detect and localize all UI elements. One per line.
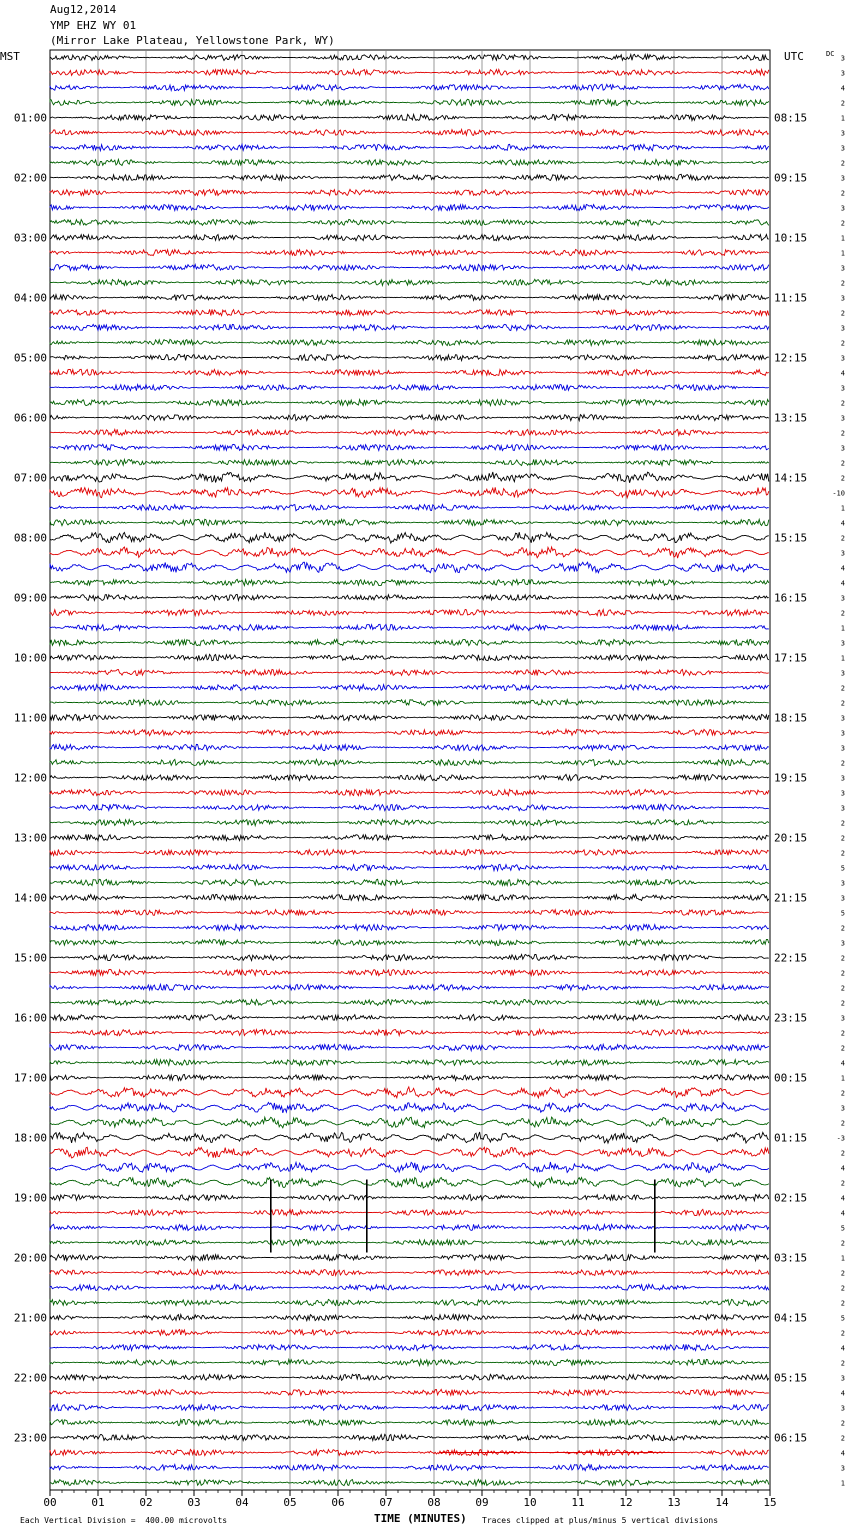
seismic-trace bbox=[50, 1314, 769, 1320]
right-hour-label: 00:15 bbox=[774, 1071, 808, 1085]
seismic-trace bbox=[50, 1480, 769, 1486]
dc-offset-label: 3 bbox=[840, 714, 845, 723]
seismic-trace bbox=[50, 729, 769, 735]
seismic-trace bbox=[50, 472, 769, 483]
seismic-trace bbox=[50, 700, 769, 706]
clip-note: Traces clipped at plus/minus 5 vertical divisions bbox=[482, 1516, 719, 1525]
dc-offset-label: 3 bbox=[840, 69, 845, 78]
seismic-trace bbox=[50, 894, 769, 900]
seismic-trace bbox=[50, 355, 769, 361]
dc-offset-label: 2 bbox=[840, 954, 845, 963]
right-hour-label: 21:15 bbox=[774, 891, 808, 905]
x-tick-label: 03 bbox=[187, 1496, 201, 1509]
dc-offset-label: 5 bbox=[840, 1314, 845, 1323]
seismic-trace bbox=[50, 774, 769, 780]
dc-offset-label: 2 bbox=[840, 399, 845, 408]
x-tick-label: 02 bbox=[139, 1496, 153, 1509]
dc-offset-label: 2 bbox=[840, 339, 845, 348]
left-hour-label: 14:00 bbox=[13, 891, 47, 905]
right-hour-label: 23:15 bbox=[774, 1011, 808, 1025]
dc-offset-label: 2 bbox=[840, 1089, 845, 1098]
dc-offset-label: 2 bbox=[840, 1044, 845, 1053]
seismic-trace bbox=[50, 324, 769, 330]
seismic-trace bbox=[50, 294, 769, 300]
seismic-trace bbox=[50, 264, 769, 270]
left-hour-label: 17:00 bbox=[13, 1071, 47, 1085]
seismic-trace bbox=[50, 924, 769, 930]
seismic-trace bbox=[50, 609, 769, 615]
seismic-trace bbox=[50, 820, 769, 826]
seismic-trace bbox=[50, 1147, 769, 1158]
left-hour-label: 06:00 bbox=[13, 411, 47, 425]
dc-offset-label: 2 bbox=[840, 1329, 845, 1338]
x-tick-label: 04 bbox=[235, 1496, 249, 1509]
dc-offset-label: 2 bbox=[840, 1434, 845, 1443]
right-timezone-label: UTC bbox=[784, 50, 804, 63]
dc-offset-label: 4 bbox=[840, 564, 845, 573]
dc-offset-label: 4 bbox=[840, 1209, 845, 1218]
left-hour-label: 01:00 bbox=[13, 111, 47, 125]
seismic-trace bbox=[50, 309, 769, 315]
dc-offset-label: 3 bbox=[840, 789, 845, 798]
left-hour-label: 03:00 bbox=[13, 231, 47, 245]
left-hour-label: 07:00 bbox=[13, 471, 47, 485]
seismic-trace bbox=[50, 189, 769, 195]
dc-offset-label: 5 bbox=[840, 1224, 845, 1233]
right-hour-label: 08:15 bbox=[774, 111, 808, 125]
left-hour-label: 09:00 bbox=[13, 591, 47, 605]
seismic-trace bbox=[50, 1359, 769, 1365]
dc-offset-label: 4 bbox=[840, 1344, 845, 1353]
dc-offset-label: 2 bbox=[840, 1419, 845, 1428]
right-hour-label: 15:15 bbox=[774, 531, 808, 545]
dc-offset-label: 1 bbox=[840, 654, 845, 663]
dc-offset-label: 3 bbox=[840, 804, 845, 813]
x-tick-label: 06 bbox=[331, 1496, 345, 1509]
dc-offset-label: 2 bbox=[840, 819, 845, 828]
dc-offset-label: 3 bbox=[840, 384, 845, 393]
right-hour-label: 05:15 bbox=[774, 1371, 808, 1385]
dc-offset-label: 2 bbox=[840, 999, 845, 1008]
seismic-trace bbox=[50, 954, 769, 960]
dc-offset-label: 2 bbox=[840, 1269, 845, 1278]
right-hour-label: 06:15 bbox=[774, 1431, 808, 1445]
seismic-trace bbox=[50, 547, 769, 558]
seismic-trace bbox=[50, 219, 769, 225]
dc-offset-label: 3 bbox=[840, 894, 845, 903]
dc-offset-label: 4 bbox=[840, 1059, 845, 1068]
seismic-trace bbox=[50, 1224, 769, 1230]
seismic-trace bbox=[50, 532, 769, 543]
dc-offset-label: 3 bbox=[840, 549, 845, 558]
dc-offset-label: 3 bbox=[840, 879, 845, 888]
dc-offset-label: 3 bbox=[840, 594, 845, 603]
dc-offset-label: 2 bbox=[840, 459, 845, 468]
x-tick-label: 09 bbox=[475, 1496, 489, 1509]
seismic-trace bbox=[50, 1464, 769, 1470]
seismic-trace bbox=[50, 744, 769, 750]
dc-offset-label: -3 bbox=[836, 1134, 845, 1143]
dc-offset-label: 2 bbox=[840, 1299, 845, 1308]
right-hour-label: 22:15 bbox=[774, 951, 808, 965]
dc-offset-label: 3 bbox=[840, 204, 845, 213]
seismic-trace bbox=[50, 1044, 769, 1050]
seismic-trace bbox=[50, 279, 769, 285]
dc-offset-label: 4 bbox=[840, 519, 845, 528]
seismic-trace bbox=[50, 1270, 769, 1276]
seismic-trace bbox=[50, 84, 769, 90]
x-tick-label: 08 bbox=[427, 1496, 441, 1509]
seismic-trace bbox=[50, 144, 769, 150]
dc-offset-label: 2 bbox=[840, 849, 845, 858]
seismic-trace bbox=[50, 1087, 769, 1098]
seismic-trace bbox=[50, 594, 769, 600]
right-hour-label: 11:15 bbox=[774, 291, 808, 305]
dc-offset-label: 3 bbox=[840, 324, 845, 333]
x-tick-label: 00 bbox=[43, 1496, 57, 1509]
dc-offset-label: 2 bbox=[840, 969, 845, 978]
seismic-trace bbox=[50, 639, 769, 645]
seismic-trace bbox=[50, 339, 769, 345]
dc-offset-label: 3 bbox=[840, 174, 845, 183]
dc-offset-label: 3 bbox=[840, 774, 845, 783]
dc-offset-label: 3 bbox=[840, 444, 845, 453]
dc-offset-label: 3 bbox=[840, 669, 845, 678]
dc-offset-label: 2 bbox=[840, 1119, 845, 1128]
dc-offset-label: 1 bbox=[840, 234, 845, 243]
seismic-trace bbox=[50, 579, 769, 585]
dc-offset-label: 5 bbox=[840, 864, 845, 873]
seismic-trace bbox=[50, 385, 769, 391]
left-hour-label: 12:00 bbox=[13, 771, 47, 785]
dc-offset-label: 2 bbox=[840, 99, 845, 108]
dc-offset-label: 2 bbox=[840, 1359, 845, 1368]
dc-offset-label: 3 bbox=[840, 294, 845, 303]
left-hour-label: 18:00 bbox=[13, 1131, 47, 1145]
seismic-trace bbox=[50, 1162, 769, 1173]
dc-offset-label: 2 bbox=[840, 1284, 845, 1293]
dc-offset-label: 2 bbox=[840, 684, 845, 693]
dc-offset-label: 1 bbox=[840, 249, 845, 258]
seismic-trace bbox=[50, 804, 769, 810]
seismic-trace bbox=[50, 850, 769, 856]
seismic-trace bbox=[50, 1102, 769, 1113]
dc-offset-label: 4 bbox=[840, 579, 845, 588]
dc-offset-label: 1 bbox=[840, 1074, 845, 1083]
seismic-trace bbox=[50, 1389, 769, 1395]
seismic-trace bbox=[50, 562, 769, 573]
seismic-trace bbox=[50, 249, 769, 255]
seismic-trace bbox=[50, 174, 769, 180]
dc-offset-label: 2 bbox=[840, 759, 845, 768]
seismic-trace bbox=[50, 1299, 769, 1305]
dc-offset-label: 2 bbox=[840, 429, 845, 438]
seismic-trace bbox=[50, 910, 769, 916]
seismic-trace bbox=[50, 669, 769, 675]
seismic-trace bbox=[50, 789, 769, 795]
dc-offset-label: 2 bbox=[840, 279, 845, 288]
seismic-trace bbox=[50, 505, 769, 511]
left-hour-label: 19:00 bbox=[13, 1191, 47, 1205]
seismic-trace bbox=[50, 235, 769, 241]
left-hour-label: 16:00 bbox=[13, 1011, 47, 1025]
left-hour-label: 20:00 bbox=[13, 1251, 47, 1265]
dc-offset-label: 4 bbox=[840, 1389, 845, 1398]
right-hour-label: 17:15 bbox=[774, 651, 808, 665]
dc-offset-label: 1 bbox=[840, 504, 845, 513]
seismic-trace bbox=[50, 129, 769, 135]
dc-offset-label: 1 bbox=[840, 1479, 845, 1488]
seismic-trace bbox=[50, 759, 769, 765]
seismic-trace bbox=[50, 205, 769, 211]
dc-offset-label: 2 bbox=[840, 1029, 845, 1038]
left-hour-label: 13:00 bbox=[13, 831, 47, 845]
dc-offset-label: 3 bbox=[840, 354, 845, 363]
dc-offset-label: 3 bbox=[840, 264, 845, 273]
dc-offset-label: 2 bbox=[840, 219, 845, 228]
dc-offset-label: 3 bbox=[840, 414, 845, 423]
seismic-trace bbox=[50, 1374, 769, 1380]
seismic-trace bbox=[50, 1284, 769, 1290]
right-hour-label: 20:15 bbox=[774, 831, 808, 845]
seismic-trace bbox=[50, 1029, 769, 1035]
seismic-trace bbox=[50, 444, 769, 450]
dc-offset-label: 2 bbox=[840, 924, 845, 933]
seismic-trace bbox=[50, 1117, 769, 1128]
x-tick-label: 07 bbox=[379, 1496, 393, 1509]
right-hour-label: 02:15 bbox=[774, 1191, 808, 1205]
seismic-trace bbox=[50, 69, 769, 75]
x-tick-label: 05 bbox=[283, 1496, 297, 1509]
seismic-trace bbox=[50, 999, 769, 1005]
dc-offset-label: 3 bbox=[840, 129, 845, 138]
dc-offset-label: 5 bbox=[840, 909, 845, 918]
right-hour-label: 16:15 bbox=[774, 591, 808, 605]
left-hour-label: 11:00 bbox=[13, 711, 47, 725]
right-hour-label: 19:15 bbox=[774, 771, 808, 785]
seismic-trace bbox=[50, 487, 769, 497]
dc-offset-label: 4 bbox=[840, 1449, 845, 1458]
right-hour-label: 14:15 bbox=[774, 471, 808, 485]
seismic-trace bbox=[50, 1059, 769, 1065]
x-axis-title: TIME (MINUTES) bbox=[374, 1512, 467, 1525]
seismic-trace bbox=[50, 654, 769, 660]
left-hour-label: 08:00 bbox=[13, 531, 47, 545]
dc-offset-label: 2 bbox=[840, 189, 845, 198]
left-hour-label: 10:00 bbox=[13, 651, 47, 665]
dc-offset-label: 2 bbox=[840, 474, 845, 483]
dc-offset-label: 4 bbox=[840, 1194, 845, 1203]
left-timezone-label: MST bbox=[0, 50, 20, 63]
seismic-trace bbox=[50, 519, 769, 525]
right-hour-label: 09:15 bbox=[774, 171, 808, 185]
dc-offset-label: -10 bbox=[832, 489, 845, 498]
seismic-trace bbox=[50, 459, 769, 465]
seismic-trace bbox=[50, 624, 769, 630]
seismic-trace bbox=[50, 1255, 769, 1261]
left-hour-label: 05:00 bbox=[13, 351, 47, 365]
seismic-trace bbox=[50, 1434, 769, 1440]
dc-offset-label: 1 bbox=[840, 114, 845, 123]
seismic-trace bbox=[50, 1132, 769, 1143]
dc-offset-label: 2 bbox=[840, 1179, 845, 1188]
seismic-trace bbox=[50, 1178, 769, 1189]
seismic-trace bbox=[50, 864, 769, 870]
dc-offset-label: 3 bbox=[840, 1104, 845, 1113]
x-tick-label: 01 bbox=[91, 1496, 105, 1509]
seismic-trace bbox=[50, 1239, 769, 1245]
left-hour-label: 15:00 bbox=[13, 951, 47, 965]
dc-offset-label: 2 bbox=[840, 309, 845, 318]
dc-offset-label: 2 bbox=[840, 609, 845, 618]
dc-offset-label: 3 bbox=[840, 1404, 845, 1413]
seismic-trace bbox=[50, 969, 769, 975]
dc-offset-label: 2 bbox=[840, 699, 845, 708]
dc-offset-label: 3 bbox=[840, 744, 845, 753]
seismic-trace bbox=[50, 1419, 769, 1425]
seismic-trace bbox=[50, 834, 769, 840]
dc-offset-label: 4 bbox=[840, 369, 845, 378]
dc-offset-label: 3 bbox=[840, 1014, 845, 1023]
dc-offset-label: 4 bbox=[840, 84, 845, 93]
right-hour-label: 12:15 bbox=[774, 351, 808, 365]
dc-offset-label: 3 bbox=[840, 639, 845, 648]
seismic-trace bbox=[50, 879, 769, 885]
right-hour-label: 03:15 bbox=[774, 1251, 808, 1265]
chart-station: YMP EHZ WY 01 bbox=[50, 19, 137, 32]
x-tick-label: 13 bbox=[667, 1496, 681, 1509]
dc-offset-label: 2 bbox=[840, 984, 845, 993]
dc-offset-label: 1 bbox=[840, 624, 845, 633]
dc-header-label: DC bbox=[826, 50, 835, 58]
dc-offset-label: 3 bbox=[840, 54, 845, 63]
left-hour-label: 22:00 bbox=[13, 1371, 47, 1385]
seismic-trace bbox=[50, 369, 769, 375]
right-hour-label: 13:15 bbox=[774, 411, 808, 425]
x-tick-label: 14 bbox=[715, 1496, 729, 1509]
seismic-trace bbox=[50, 1195, 769, 1201]
x-tick-label: 12 bbox=[619, 1496, 633, 1509]
left-hour-label: 02:00 bbox=[13, 171, 47, 185]
dc-offset-label: 1 bbox=[840, 1254, 845, 1263]
left-hour-label: 23:00 bbox=[13, 1431, 47, 1445]
seismic-trace bbox=[50, 1074, 769, 1080]
right-hour-label: 10:15 bbox=[774, 231, 808, 245]
scale-note: Each Vertical Division = 400.00 microvolts bbox=[20, 1516, 228, 1525]
right-hour-label: 01:15 bbox=[774, 1131, 808, 1145]
seismic-trace bbox=[50, 939, 769, 945]
seismic-trace bbox=[50, 99, 769, 105]
seismic-trace bbox=[50, 1404, 769, 1410]
dc-offset-label: 2 bbox=[840, 1149, 845, 1158]
left-hour-label: 04:00 bbox=[13, 291, 47, 305]
right-hour-label: 04:15 bbox=[774, 1311, 808, 1325]
x-tick-label: 15 bbox=[763, 1496, 777, 1509]
dc-offset-label: 2 bbox=[840, 834, 845, 843]
dc-offset-label: 2 bbox=[840, 159, 845, 168]
dc-offset-label: 4 bbox=[840, 1164, 845, 1173]
seismic-trace bbox=[50, 1014, 769, 1020]
seismic-trace bbox=[50, 1209, 769, 1215]
dc-offset-label: 3 bbox=[840, 144, 845, 153]
dc-offset-label: 3 bbox=[840, 1374, 845, 1383]
seismic-trace bbox=[50, 54, 769, 60]
dc-offset-label: 2 bbox=[840, 1239, 845, 1248]
dc-offset-label: 3 bbox=[840, 939, 845, 948]
seismic-trace bbox=[50, 114, 769, 120]
seismic-trace bbox=[50, 159, 769, 165]
seismic-trace bbox=[50, 415, 769, 421]
chart-location: (Mirror Lake Plateau, Yellowstone Park, WY) bbox=[50, 34, 335, 47]
seismic-trace bbox=[50, 429, 769, 435]
x-tick-label: 11 bbox=[571, 1496, 585, 1509]
chart-date: Aug12,2014 bbox=[50, 3, 117, 16]
seismic-trace bbox=[50, 1344, 769, 1350]
seismic-trace bbox=[50, 1329, 769, 1335]
x-tick-label: 10 bbox=[523, 1496, 537, 1509]
seismic-trace bbox=[50, 399, 769, 405]
dc-offset-label: 3 bbox=[840, 1464, 845, 1473]
right-hour-label: 18:15 bbox=[774, 711, 808, 725]
dc-offset-label: 3 bbox=[840, 729, 845, 738]
seismic-trace bbox=[50, 984, 769, 990]
left-hour-label: 21:00 bbox=[13, 1311, 47, 1325]
dc-offset-label: 2 bbox=[840, 534, 845, 543]
seismic-trace bbox=[50, 714, 769, 720]
seismic-trace bbox=[50, 684, 769, 690]
